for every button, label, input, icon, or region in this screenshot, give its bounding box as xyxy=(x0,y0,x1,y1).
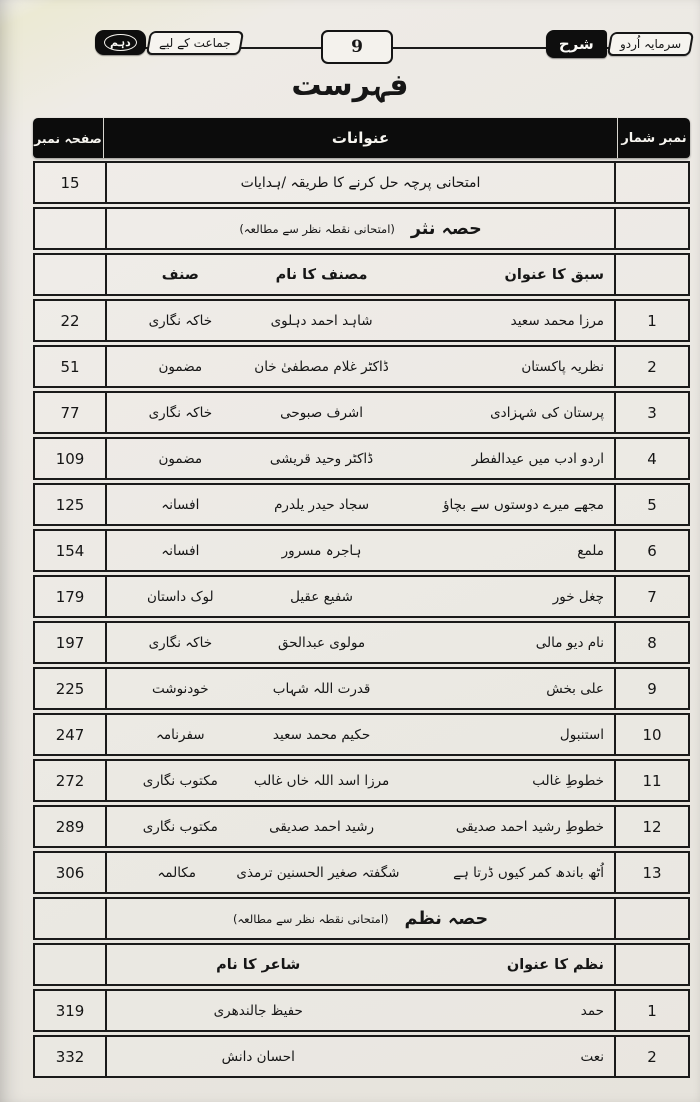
page-cell: 197 xyxy=(35,623,107,662)
genre: سفرنامہ xyxy=(156,726,205,743)
serial-cell: 6 xyxy=(614,531,688,570)
subcol-poet-name: شاعر کا نام xyxy=(216,956,301,973)
table-row xyxy=(33,391,690,434)
serial-cell: 12 xyxy=(614,807,688,846)
serial-cell: 1 xyxy=(614,301,688,340)
topic-cell xyxy=(107,945,614,984)
serial-cell xyxy=(614,255,688,294)
subcol-author-name: مصنف کا نام xyxy=(275,266,368,283)
page-cell: 272 xyxy=(35,761,107,800)
serial-cell: 5 xyxy=(614,485,688,524)
topic-cell xyxy=(107,347,614,386)
table-of-contents xyxy=(33,118,690,1078)
page-cell: 319 xyxy=(35,991,107,1030)
topic-cell xyxy=(107,577,614,616)
topic-cell xyxy=(107,807,614,846)
author-name: ڈاکٹر وحید قریشی xyxy=(269,450,374,467)
topic-cell xyxy=(107,301,614,340)
class-for-label: جماعت کے لیے xyxy=(146,31,244,55)
topic-cell xyxy=(107,255,614,294)
table-row xyxy=(33,437,690,480)
poet-name: حفیظ جالندھری xyxy=(213,1002,303,1019)
lesson-title: استنبول xyxy=(559,726,604,743)
intro-title: امتحانی پرچہ حل کرنے کا طریقہ /ہدایات xyxy=(240,174,481,191)
table-row xyxy=(33,529,690,572)
page-cell xyxy=(35,899,107,938)
subcol-genre: صنف xyxy=(161,266,199,283)
author-name: رشید احمد صدیقی xyxy=(269,818,375,835)
topic-cell xyxy=(107,1037,614,1076)
topic-cell xyxy=(107,209,614,248)
prose-section-note: (امتحانی نقطہ نظر سے مطالعہ) xyxy=(239,221,395,236)
serial-cell: 13 xyxy=(614,853,688,892)
table-row xyxy=(33,621,690,664)
table-row xyxy=(33,483,690,526)
topic-cell xyxy=(107,439,614,478)
genre: مکتوب نگاری xyxy=(142,818,218,835)
author-name: مرزا اسد اللہ خاں غالب xyxy=(253,772,390,789)
book-title-badge xyxy=(546,30,694,58)
genre: افسانہ xyxy=(161,542,200,559)
author-name: سجاد حیدر یلدرم xyxy=(274,496,370,513)
serial-cell: 10 xyxy=(614,715,688,754)
poem-title: نعت xyxy=(580,1048,604,1065)
topic-cell xyxy=(107,853,614,892)
author-name: مولوی عبدالحق xyxy=(277,634,366,651)
author-name: ڈاکٹر غلام مصطفیٰ خان xyxy=(254,358,389,375)
topic-cell xyxy=(107,761,614,800)
page-cell: 289 xyxy=(35,807,107,846)
genre: مضمون xyxy=(158,358,203,375)
page-cell: 22 xyxy=(35,301,107,340)
serial-cell xyxy=(614,163,688,202)
page-cell: 15 xyxy=(35,163,107,202)
topic-cell xyxy=(107,991,614,1030)
genre: افسانہ xyxy=(161,496,200,513)
lesson-title: علی بخش xyxy=(546,680,604,697)
class-level-badge xyxy=(95,30,146,55)
page-cell: 77 xyxy=(35,393,107,432)
page-cell xyxy=(35,209,107,248)
genre: خاکہ نگاری xyxy=(148,634,213,651)
table-row xyxy=(33,713,690,756)
subheader-row-poetry xyxy=(33,943,690,986)
page-cell: 154 xyxy=(35,531,107,570)
section-row-poetry xyxy=(33,897,690,940)
genre: مکالمہ xyxy=(157,864,196,881)
subcol-poem-title: نظم کا عنوان xyxy=(506,956,604,973)
lesson-title: اُٹھ باندھ کمر کیوں ڈرتا ہے xyxy=(453,864,604,881)
table-row xyxy=(33,667,690,710)
poet-name: احسان دانش xyxy=(221,1048,295,1065)
serial-cell: 3 xyxy=(614,393,688,432)
serial-cell: 7 xyxy=(614,577,688,616)
page-number: 9 xyxy=(351,37,363,57)
lesson-title: اردو ادب میں عیدالفطر xyxy=(471,450,604,467)
page-cell: 332 xyxy=(35,1037,107,1076)
table-row xyxy=(33,1035,690,1078)
page-cell: 125 xyxy=(35,485,107,524)
lesson-title: نام دیو مالی xyxy=(535,634,604,651)
topic-cell xyxy=(107,899,614,938)
series-name-label: شرح xyxy=(546,30,607,58)
serial-cell: 9 xyxy=(614,669,688,708)
column-header-serial: نمبر شمار xyxy=(617,118,690,158)
page-header xyxy=(0,0,700,118)
author-name: شگفتہ صغیر الحسنین ترمذی xyxy=(236,864,400,881)
subheader-row-prose xyxy=(33,253,690,296)
author-name: قدرت اللہ شہاب xyxy=(272,680,371,697)
lesson-title: خطوطِ غالب xyxy=(532,772,604,789)
column-header-page: صفحہ نمبر xyxy=(33,118,104,158)
genre: خاکہ نگاری xyxy=(148,312,213,329)
table-row-intro xyxy=(33,161,690,204)
page-cell: 247 xyxy=(35,715,107,754)
topic-cell xyxy=(107,715,614,754)
genre: مضمون xyxy=(158,450,203,467)
table-row xyxy=(33,851,690,894)
section-row-prose xyxy=(33,207,690,250)
serial-cell: 11 xyxy=(614,761,688,800)
table-row xyxy=(33,989,690,1032)
serial-cell: 2 xyxy=(614,1037,688,1076)
serial-cell: 4 xyxy=(614,439,688,478)
table-row xyxy=(33,345,690,388)
table-row xyxy=(33,759,690,802)
author-name: حکیم محمد سعید xyxy=(272,726,371,743)
page-cell: 179 xyxy=(35,577,107,616)
class-badge xyxy=(95,30,243,55)
poem-title: حمد xyxy=(580,1002,604,1019)
genre: خاکہ نگاری xyxy=(148,404,213,421)
lesson-title: چغل خور xyxy=(552,588,604,605)
topic-cell xyxy=(107,623,614,662)
serial-cell: 1 xyxy=(614,991,688,1030)
lesson-title: ملمع xyxy=(577,542,604,559)
lesson-title: نظریہ پاکستان xyxy=(521,358,604,375)
page-number-box xyxy=(321,30,393,64)
lesson-title: مرزا محمد سعید xyxy=(510,312,604,329)
serial-cell: 2 xyxy=(614,347,688,386)
author-name: اشرف صبوحی xyxy=(280,404,363,421)
table-header-row xyxy=(33,118,690,158)
table-row xyxy=(33,299,690,342)
author-name: شفیع عقیل xyxy=(290,588,353,605)
page-cell: 109 xyxy=(35,439,107,478)
lesson-title: خطوطِ رشید احمد صدیقی xyxy=(455,818,604,835)
page-cell: 306 xyxy=(35,853,107,892)
page-cell: 51 xyxy=(35,347,107,386)
genre: خودنوشت xyxy=(152,680,209,697)
page-cell: 225 xyxy=(35,669,107,708)
topic-cell xyxy=(107,485,614,524)
column-header-topics: عنوانات xyxy=(331,129,390,147)
page-cell xyxy=(35,945,107,984)
poetry-section-note: (امتحانی نقطہ نظر سے مطالعہ) xyxy=(232,911,389,926)
genre: لوک داستان xyxy=(147,588,214,605)
serial-cell xyxy=(614,899,688,938)
lesson-title: پرستان کی شہزادی xyxy=(490,404,604,421)
table-row xyxy=(33,575,690,618)
table-row xyxy=(33,805,690,848)
lesson-title: مجھے میرے دوستوں سے بچاؤ xyxy=(442,496,604,513)
topic-cell xyxy=(107,669,614,708)
page-title: فہرست xyxy=(291,68,409,103)
author-name: شاہد احمد دہلوی xyxy=(270,312,373,329)
class-level-label: دہم xyxy=(104,34,137,51)
topic-cell xyxy=(107,531,614,570)
subcol-lesson-title: سبق کا عنوان xyxy=(504,266,604,283)
serial-cell xyxy=(614,209,688,248)
topic-cell xyxy=(107,163,614,202)
serial-cell xyxy=(614,945,688,984)
serial-cell: 8 xyxy=(614,623,688,662)
book-name-label: سرمایہ اُردو xyxy=(607,32,694,56)
topic-cell xyxy=(107,393,614,432)
page-cell xyxy=(35,255,107,294)
prose-section-heading: حصہ نثر xyxy=(410,218,482,239)
author-name: ہاجرہ مسرور xyxy=(281,542,362,559)
poetry-section-heading: حصہ نظم xyxy=(404,908,489,929)
genre: مکتوب نگاری xyxy=(142,772,218,789)
